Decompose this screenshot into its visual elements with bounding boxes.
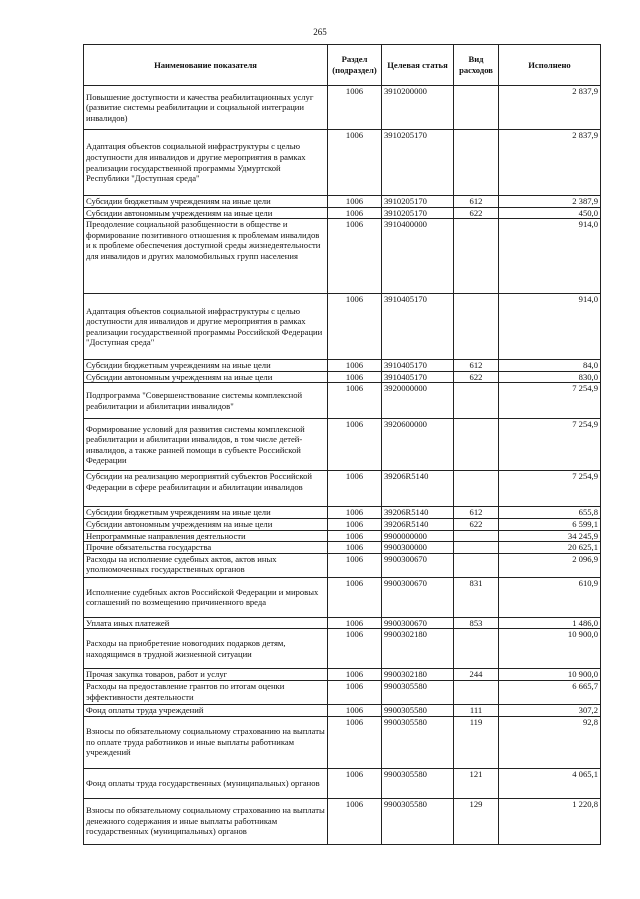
row-amount: 914,0 <box>499 219 601 294</box>
row-amount: 2 387,9 <box>499 196 601 208</box>
header-target: Целевая статья <box>382 45 454 86</box>
row-target: 9900305580 <box>382 716 454 768</box>
row-section: 1006 <box>328 798 382 844</box>
row-name: Субсидии автономным учреждениям на иные цели <box>84 207 328 219</box>
row-target: 9900305580 <box>382 704 454 716</box>
row-kind: 244 <box>454 669 499 681</box>
row-section: 1006 <box>328 471 382 507</box>
row-target: 9900300670 <box>382 553 454 577</box>
table-row <box>84 768 601 798</box>
row-kind: 622 <box>454 371 499 383</box>
row-amount: 7 254,9 <box>499 419 601 471</box>
row-section: 1006 <box>328 680 382 704</box>
row-section: 1006 <box>328 716 382 768</box>
row-section: 1006 <box>328 553 382 577</box>
header-kind: Вид расходов <box>454 45 499 86</box>
row-target: 9900305580 <box>382 798 454 844</box>
row-amount: 6 599,1 <box>499 518 601 530</box>
row-amount: 450,0 <box>499 207 601 219</box>
row-kind: 831 <box>454 577 499 617</box>
row-section: 1006 <box>328 360 382 372</box>
row-amount: 1 220,8 <box>499 798 601 844</box>
row-amount: 10 900,0 <box>499 629 601 669</box>
row-section: 1006 <box>328 577 382 617</box>
table-row <box>84 577 601 617</box>
row-kind <box>454 542 499 554</box>
row-section: 1006 <box>328 196 382 208</box>
table-row <box>84 518 601 530</box>
row-target: 9900305580 <box>382 680 454 704</box>
table-row <box>84 507 601 519</box>
row-amount: 1 486,0 <box>499 617 601 629</box>
header-name: Наименование показателя <box>84 45 328 86</box>
row-amount: 34 245,9 <box>499 530 601 542</box>
table-row <box>84 207 601 219</box>
row-amount: 610,9 <box>499 577 601 617</box>
table-row <box>84 371 601 383</box>
row-section: 1006 <box>328 383 382 419</box>
row-target: 9900000000 <box>382 530 454 542</box>
row-kind <box>454 419 499 471</box>
row-name: Расходы на исполнение судебных актов, актов иных уполномоченных государственных органов <box>84 553 328 577</box>
row-kind: 612 <box>454 196 499 208</box>
row-kind <box>454 86 499 130</box>
row-name: Субсидии на реализацию мероприятий субъектов Российской Федерации в сфере реабилитации и абилитации инвалидов <box>84 471 328 507</box>
table-header-row <box>84 45 601 86</box>
row-name: Уплата иных платежей <box>84 617 328 629</box>
row-kind: 121 <box>454 768 499 798</box>
row-kind <box>454 629 499 669</box>
row-target: 3910405170 <box>382 294 454 360</box>
row-amount: 307,2 <box>499 704 601 716</box>
row-name: Фонд оплаты труда учреждений <box>84 704 328 716</box>
row-name: Субсидии бюджетным учреждениям на иные цели <box>84 196 328 208</box>
row-amount: 2 837,9 <box>499 86 601 130</box>
row-kind <box>454 383 499 419</box>
table-row <box>84 196 601 208</box>
table-row <box>84 219 601 294</box>
table-row <box>84 798 601 844</box>
row-amount: 10 900,0 <box>499 669 601 681</box>
table-row <box>84 680 601 704</box>
row-name: Прочие обязательства государства <box>84 542 328 554</box>
row-name: Повышение доступности и качества реабилитационных услуг (развитие системы реабилитации и социальной интеграции инвалидов) <box>84 86 328 130</box>
row-section: 1006 <box>328 130 382 196</box>
row-amount: 92,8 <box>499 716 601 768</box>
row-target: 3920600000 <box>382 419 454 471</box>
table-row <box>84 716 601 768</box>
row-amount: 7 254,9 <box>499 383 601 419</box>
table-row <box>84 86 601 130</box>
row-name: Адаптация объектов социальной инфраструктуры с целью доступности для инвалидов и другие мероприятия в рамках реализации государственной программы Российской Федерации "Доступная среда" <box>84 294 328 360</box>
expenditure-table <box>83 44 601 845</box>
row-kind <box>454 530 499 542</box>
row-section: 1006 <box>328 617 382 629</box>
row-section: 1006 <box>328 86 382 130</box>
row-section: 1006 <box>328 207 382 219</box>
row-section: 1006 <box>328 704 382 716</box>
row-target: 3910200000 <box>382 86 454 130</box>
row-name: Субсидии автономным учреждениям на иные цели <box>84 518 328 530</box>
row-name: Взносы по обязательному социальному страхованию на выплаты по оплате труда работников и иные выплаты работникам учреждений <box>84 716 328 768</box>
row-amount: 7 254,9 <box>499 471 601 507</box>
row-target: 39206R5140 <box>382 507 454 519</box>
row-section: 1006 <box>328 518 382 530</box>
row-section: 1006 <box>328 669 382 681</box>
row-target: 9900300670 <box>382 617 454 629</box>
row-name: Непрограммные направления деятельности <box>84 530 328 542</box>
table-row <box>84 530 601 542</box>
row-section: 1006 <box>328 294 382 360</box>
page-number: 265 <box>313 27 327 37</box>
row-name: Подпрограмма "Совершенствование системы комплексной реабилитации и абилитации инвалидов" <box>84 383 328 419</box>
table-row <box>84 617 601 629</box>
table-row <box>84 542 601 554</box>
row-kind: 111 <box>454 704 499 716</box>
row-name: Прочая закупка товаров, работ и услуг <box>84 669 328 681</box>
row-target: 9900300000 <box>382 542 454 554</box>
row-target: 3910405170 <box>382 371 454 383</box>
row-target: 9900302180 <box>382 669 454 681</box>
table-row <box>84 669 601 681</box>
table-row <box>84 471 601 507</box>
row-target: 3910405170 <box>382 360 454 372</box>
header-amount: Исполнено <box>499 45 601 86</box>
row-section: 1006 <box>328 629 382 669</box>
row-name: Фонд оплаты труда государственных (муниципальных) органов <box>84 768 328 798</box>
row-kind <box>454 219 499 294</box>
row-target: 9900300670 <box>382 577 454 617</box>
row-kind <box>454 130 499 196</box>
row-amount: 84,0 <box>499 360 601 372</box>
row-name: Субсидии бюджетным учреждениям на иные цели <box>84 360 328 372</box>
header-section: Раздел (подраздел) <box>328 45 382 86</box>
row-name: Исполнение судебных актов Российской Федерации и мировых соглашений по возмещению причиненного вреда <box>84 577 328 617</box>
row-kind: 119 <box>454 716 499 768</box>
row-amount: 914,0 <box>499 294 601 360</box>
row-target: 9900302180 <box>382 629 454 669</box>
row-target: 3910205170 <box>382 207 454 219</box>
row-kind <box>454 294 499 360</box>
row-kind: 612 <box>454 507 499 519</box>
table-row <box>84 419 601 471</box>
row-kind: 622 <box>454 518 499 530</box>
row-kind: 622 <box>454 207 499 219</box>
row-name: Расходы на приобретение новогодних подарков детям, находящимся в трудной жизненной ситуации <box>84 629 328 669</box>
row-name: Расходы на предоставление грантов по итогам оценки эффективности деятельности <box>84 680 328 704</box>
row-target: 39206R5140 <box>382 518 454 530</box>
row-kind <box>454 553 499 577</box>
row-amount: 2 096,9 <box>499 553 601 577</box>
row-name: Субсидии автономным учреждениям на иные цели <box>84 371 328 383</box>
row-name: Взносы по обязательному социальному страхованию на выплаты денежного содержания и иные выплаты работникам государственных (муниципальных) органов <box>84 798 328 844</box>
row-section: 1006 <box>328 542 382 554</box>
row-amount: 655,8 <box>499 507 601 519</box>
row-section: 1006 <box>328 371 382 383</box>
row-target: 3920000000 <box>382 383 454 419</box>
row-target: 3910205170 <box>382 196 454 208</box>
row-target: 3910400000 <box>382 219 454 294</box>
row-name: Преодоление социальной разобщенности в обществе и формирование позитивного отношения к проблемам инвалидов и к проблеме обеспечения доступной среды жизнедеятельности для инвалидов и других маломобильных групп населения <box>84 219 328 294</box>
table-row <box>84 629 601 669</box>
row-name: Формирование условий для развития системы комплексной реабилитации и абилитации инвалидов, в том числе детей-инвалидов, а также ранней помощи в субъекте Российской Федерации <box>84 419 328 471</box>
table-row <box>84 360 601 372</box>
row-kind: 612 <box>454 360 499 372</box>
row-kind: 853 <box>454 617 499 629</box>
row-amount: 2 837,9 <box>499 130 601 196</box>
table-row <box>84 294 601 360</box>
row-section: 1006 <box>328 419 382 471</box>
row-name: Адаптация объектов социальной инфраструктуры с целью доступности для инвалидов и другие мероприятия в рамках реализации государственной программы Удмуртской Республики "Доступная среда" <box>84 130 328 196</box>
row-name: Субсидии бюджетным учреждениям на иные цели <box>84 507 328 519</box>
row-section: 1006 <box>328 219 382 294</box>
row-section: 1006 <box>328 507 382 519</box>
row-target: 3910205170 <box>382 130 454 196</box>
row-amount: 20 625,1 <box>499 542 601 554</box>
table-row <box>84 130 601 196</box>
table-row <box>84 704 601 716</box>
row-kind: 129 <box>454 798 499 844</box>
row-amount: 6 665,7 <box>499 680 601 704</box>
row-kind <box>454 680 499 704</box>
row-amount: 4 065,1 <box>499 768 601 798</box>
row-section: 1006 <box>328 768 382 798</box>
row-kind <box>454 471 499 507</box>
table-row <box>84 383 601 419</box>
row-amount: 830,0 <box>499 371 601 383</box>
row-target: 9900305580 <box>382 768 454 798</box>
table-row <box>84 553 601 577</box>
row-target: 39206R5140 <box>382 471 454 507</box>
row-section: 1006 <box>328 530 382 542</box>
